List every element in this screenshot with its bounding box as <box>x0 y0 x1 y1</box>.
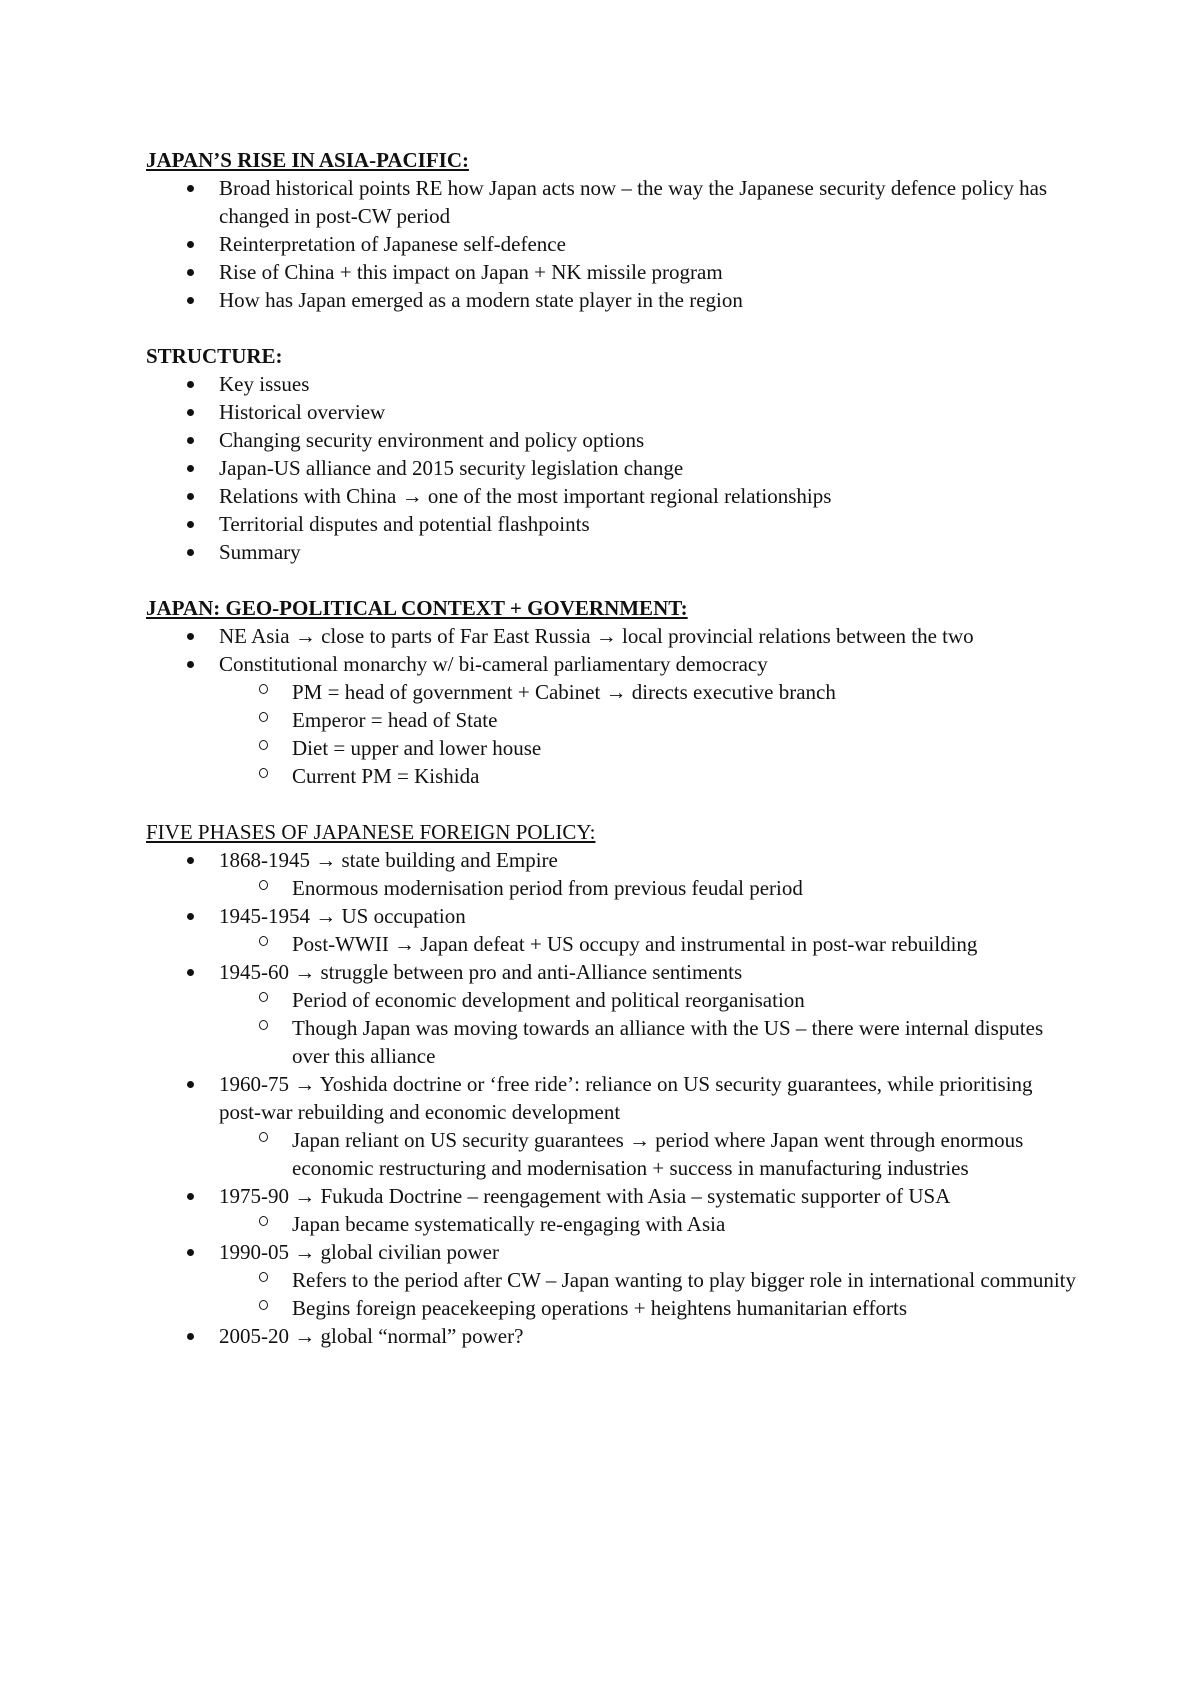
bullet-dot-icon <box>187 521 194 528</box>
bullet-dot-icon <box>187 1249 194 1256</box>
bullet-circle-icon <box>259 1020 268 1030</box>
list-item-text: Constitutional monarchy w/ bi-cameral parliamentary democracy <box>219 652 768 676</box>
bullet-dot-icon <box>187 549 194 556</box>
bullet-circle-icon <box>259 936 268 946</box>
section-five-phases <box>146 818 1076 1350</box>
list-item-text: 1990-05 → global civilian power <box>219 1240 499 1264</box>
list-item-text: Japan-US alliance and 2015 security legislation change <box>219 456 684 480</box>
bullet-dot-icon <box>187 437 194 444</box>
bullet-dot-icon <box>187 1193 194 1200</box>
sub-list-item <box>146 1210 1076 1238</box>
list-item-text: Historical overview <box>219 400 386 424</box>
list-item-text: Post-WWII → Japan defeat + US occupy and instrumental in post-war rebuilding <box>292 932 978 956</box>
sub-list-item <box>146 1266 1076 1294</box>
bullet-circle-icon <box>259 1216 268 1226</box>
bullet-dot-icon <box>187 493 194 500</box>
section-heading: FIVE PHASES OF JAPANESE FOREIGN POLICY: <box>146 820 596 844</box>
list-item-text: 1975-90 → Fukuda Doctrine – reengagement with Asia – systematic supporter of USA <box>219 1184 951 1208</box>
list-item <box>146 426 1076 454</box>
list-item-text: Reinterpretation of Japanese self-defence <box>219 232 566 256</box>
list-item <box>146 958 1076 986</box>
bullet-circle-icon <box>259 1300 268 1310</box>
list-item <box>146 1238 1076 1266</box>
list-item <box>146 286 1076 314</box>
list-item <box>146 1182 1076 1210</box>
sub-list-item <box>146 734 1076 762</box>
list-item-text: Begins foreign peacekeeping operations + heightens humanitarian efforts <box>292 1296 908 1320</box>
bullet-circle-icon <box>259 992 268 1002</box>
list-item <box>146 846 1076 874</box>
bullet-dot-icon <box>187 633 194 640</box>
bullet-circle-icon <box>259 712 268 722</box>
bullet-dot-icon <box>187 381 194 388</box>
list-item-text: Broad historical points RE how Japan acts now – the way the Japanese security defence policy has changed in post-CW period <box>219 176 1048 228</box>
list-item-text: Current PM = Kishida <box>292 764 480 788</box>
list-item-text: Period of economic development and political reorganisation <box>292 988 805 1012</box>
list-item <box>146 370 1076 398</box>
sub-list-item <box>146 706 1076 734</box>
section-japans-rise <box>146 146 1076 314</box>
list-item-text: 2005-20 → global “normal” power? <box>219 1324 524 1348</box>
list-item <box>146 902 1076 930</box>
sub-list-item <box>146 986 1076 1014</box>
list-item-text: 1868-1945 → state building and Empire <box>219 848 558 872</box>
sub-list-item <box>146 1294 1076 1322</box>
list-item-text: Enormous modernisation period from previous feudal period <box>292 876 803 900</box>
list-item-text: Emperor = head of State <box>292 708 498 732</box>
list-item <box>146 398 1076 426</box>
sub-list-item <box>146 1126 1076 1182</box>
document-page <box>146 146 1076 1350</box>
list-item-text: Japan reliant on US security guarantees → period where Japan went through enormous economic restructuring and modernisation + success in manufacturing industries <box>292 1128 1024 1180</box>
sub-list-item <box>146 1014 1076 1070</box>
list-item-text: Changing security environment and policy options <box>219 428 645 452</box>
bullet-dot-icon <box>187 269 194 276</box>
list-item-text: How has Japan emerged as a modern state player in the region <box>219 288 743 312</box>
list-item-text: Key issues <box>219 372 310 396</box>
list-item-text: 1945-1954 → US occupation <box>219 904 466 928</box>
bullet-circle-icon <box>259 1272 268 1282</box>
bullet-list <box>146 622 1076 790</box>
bullet-dot-icon <box>187 409 194 416</box>
list-item-text: 1945-60 → struggle between pro and anti-Alliance sentiments <box>219 960 743 984</box>
list-item-text: Diet = upper and lower house <box>292 736 542 760</box>
list-item-text: Refers to the period after CW – Japan wanting to play bigger role in international community <box>292 1268 1076 1292</box>
bullet-dot-icon <box>187 913 194 920</box>
bullet-circle-icon <box>259 880 268 890</box>
bullet-dot-icon <box>187 857 194 864</box>
bullet-dot-icon <box>187 661 194 668</box>
sub-list-item <box>146 762 1076 790</box>
list-item <box>146 650 1076 678</box>
list-item-text: Rise of China + this impact on Japan + NK missile program <box>219 260 723 284</box>
list-item <box>146 1070 1076 1126</box>
list-item-text: PM = head of government + Cabinet → directs executive branch <box>292 680 836 704</box>
sub-list-item <box>146 930 1076 958</box>
section-heading: JAPAN: GEO-POLITICAL CONTEXT + GOVERNMENT: <box>146 596 688 620</box>
list-item-text: Japan became systematically re-engaging with Asia <box>292 1212 726 1236</box>
list-item <box>146 174 1076 230</box>
list-item-text: Relations with China → one of the most important regional relationships <box>219 484 832 508</box>
bullet-list <box>146 174 1076 314</box>
bullet-dot-icon <box>187 465 194 472</box>
bullet-circle-icon <box>259 768 268 778</box>
section-geo-political <box>146 594 1076 790</box>
list-item-text: Territorial disputes and potential flashpoints <box>219 512 590 536</box>
bullet-circle-icon <box>259 1132 268 1142</box>
bullet-dot-icon <box>187 185 194 192</box>
sub-list-item <box>146 678 1076 706</box>
list-item <box>146 482 1076 510</box>
bullet-dot-icon <box>187 297 194 304</box>
bullet-circle-icon <box>259 684 268 694</box>
bullet-circle-icon <box>259 740 268 750</box>
list-item <box>146 258 1076 286</box>
sub-list-item <box>146 874 1076 902</box>
list-item <box>146 230 1076 258</box>
list-item <box>146 510 1076 538</box>
section-heading: JAPAN’S RISE IN ASIA-PACIFIC: <box>146 148 469 172</box>
bullet-list <box>146 370 1076 566</box>
list-item-text: 1960-75 → Yoshida doctrine or ‘free ride’: reliance on US security guarantees, while prioritising post-war rebuilding and economic development <box>219 1072 1033 1124</box>
bullet-dot-icon <box>187 241 194 248</box>
bullet-dot-icon <box>187 1081 194 1088</box>
bullet-list <box>146 846 1076 1350</box>
bullet-dot-icon <box>187 969 194 976</box>
list-item <box>146 1322 1076 1350</box>
list-item <box>146 622 1076 650</box>
list-item-text: Summary <box>219 540 301 564</box>
list-item <box>146 454 1076 482</box>
list-item <box>146 538 1076 566</box>
section-structure <box>146 342 1076 566</box>
list-item-text: Though Japan was moving towards an alliance with the US – there were internal disputes over this alliance <box>292 1016 1044 1068</box>
section-heading: STRUCTURE: <box>146 344 283 368</box>
list-item-text: NE Asia → close to parts of Far East Russia → local provincial relations between the two <box>219 624 974 648</box>
bullet-dot-icon <box>187 1333 194 1340</box>
